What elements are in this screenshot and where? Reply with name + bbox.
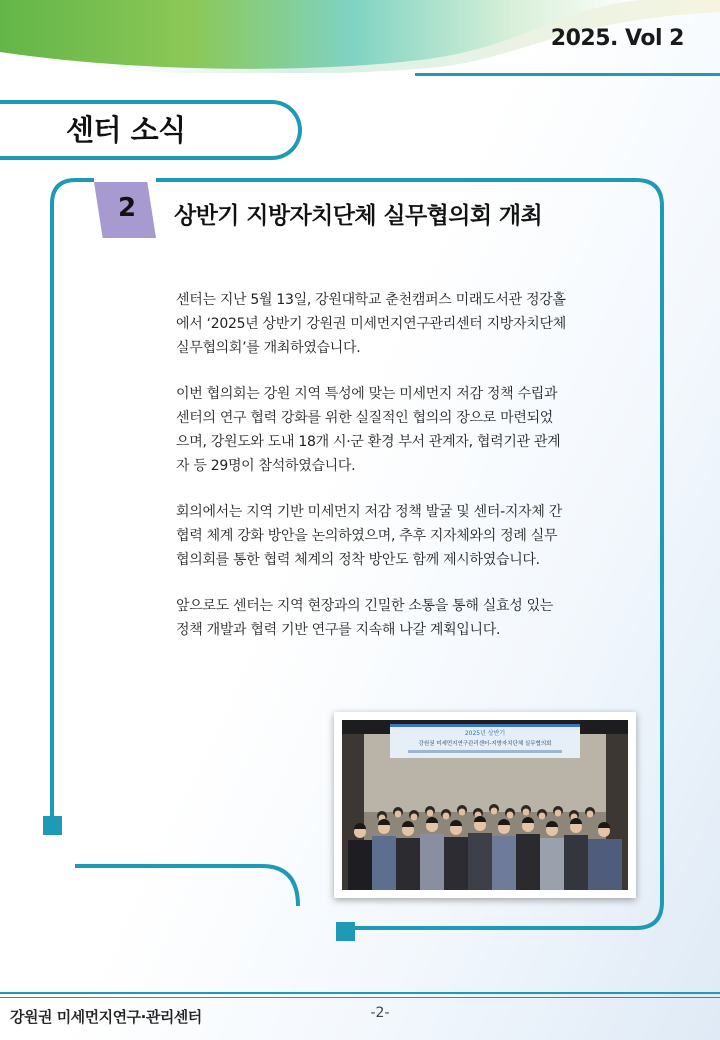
photo-banner-line2: 강원권 미세먼지연구관리센터-지방자치단체 실무협의회: [418, 741, 552, 747]
frame-corner-square-bottom: [336, 922, 355, 941]
article-number: 2: [117, 193, 137, 223]
article-title: 상반기 지방자치단체 실무협의회 개최: [174, 203, 543, 229]
article-body: [176, 288, 566, 664]
frame-corner-square-left: [43, 816, 62, 835]
page-number: -2-: [370, 1005, 390, 1021]
footer-rule-top: [0, 992, 720, 994]
article-paragraph: 이번 협의회는 강원 지역 특성에 맞는 미세먼지 저감 정책 수립과 센터의 연구 협력 강화를 위한 실질적인 협의의 장으로 마련되었으며, 강원도와 도내 18개 시·군 환경 부서 관계자, 협력기관 관계자 등 29명이 참석하였습니다.: [176, 386, 561, 474]
photo-banner-line1: 2025년 상반기: [464, 730, 506, 737]
section-title: 센터 소식: [66, 113, 186, 147]
footer-rule-bottom: [0, 997, 720, 998]
issue-volume: 2025. Vol 2: [550, 26, 684, 51]
article-paragraph: 회의에서는 지역 기반 미세먼지 저감 정책 발굴 및 센터-지자체 간 협력 체계 강화 방안을 논의하였으며, 추후 지자체와의 정례 실무협의회를 통한 협력 체계의 정착 방안도 함께 제시하였습니다.: [176, 504, 562, 568]
footer-organization: 강원권 미세먼지연구·관리센터: [10, 1008, 202, 1026]
article-paragraph: 센터는 지난 5월 13일, 강원대학교 춘천캠퍼스 미래도서관 정강홀에서 ‘2025년 상반기 강원권 미세먼지연구관리센터 지방자치단체 실무협의회’를 개최하였습니다.: [176, 292, 566, 356]
article-paragraph: 앞으로도 센터는 지역 현장과의 긴밀한 소통을 통해 실효성 있는 정책 개발과 협력 기반 연구를 지속해 나갈 계획입니다.: [176, 598, 554, 638]
group-photo: [334, 712, 636, 898]
group-photo-image: [334, 712, 636, 898]
